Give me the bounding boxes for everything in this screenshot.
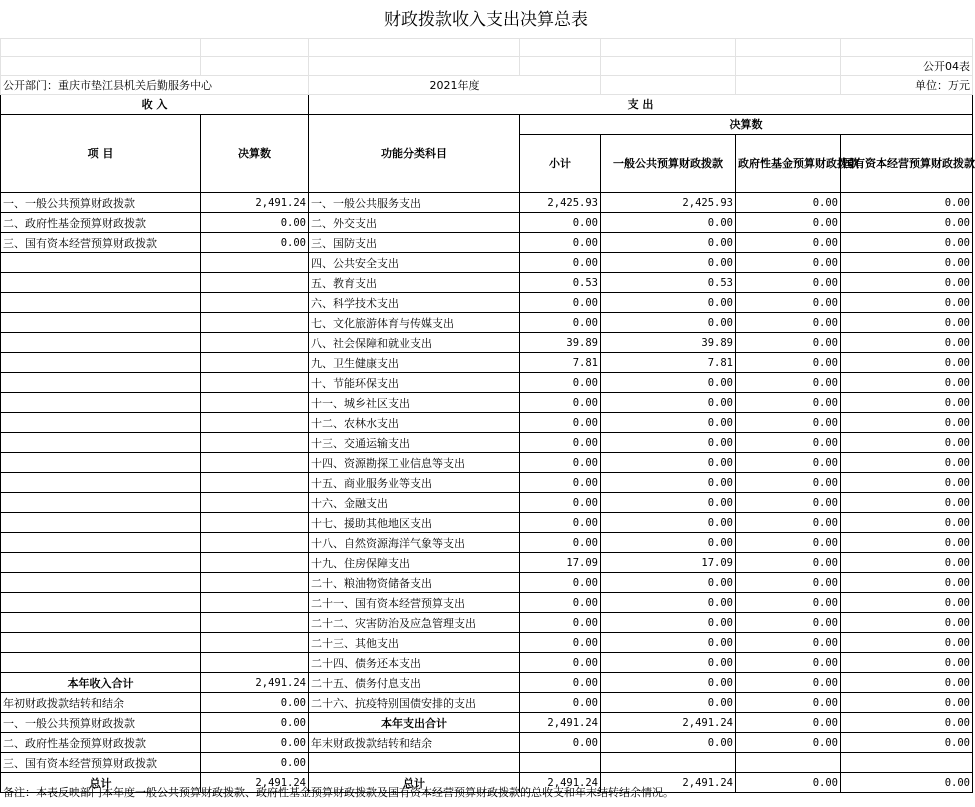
spacer-row [1,39,973,57]
income-amount-cell: 0.00 [201,753,309,773]
gov-fund-cell: 0.00 [736,293,841,313]
general-budget-cell: 0.00 [601,313,736,333]
income-amount-cell [201,313,309,333]
general-budget-cell: 0.00 [601,533,736,553]
table-row [1,193,973,213]
table-row [1,313,973,333]
income-item-cell [1,393,201,413]
table-row [1,353,973,373]
table-row [1,553,973,573]
table-row [1,373,973,393]
state-capital-cell: 0.00 [841,493,973,513]
general-budget-cell: 0.00 [601,433,736,453]
state-capital-cell: 0.00 [841,413,973,433]
expense-item-cell: 十一、城乡社区支出 [309,393,520,413]
income-amount-cell [201,553,309,573]
table-row [1,273,973,293]
state-capital-cell: 0.00 [841,393,973,413]
table-row [1,533,973,553]
table-row [1,733,973,753]
income-item-cell [1,453,201,473]
expense-item-cell: 二十一、国有资本经营预算支出 [309,593,520,613]
general-budget-cell: 0.53 [601,273,736,293]
income-item-cell [1,533,201,553]
form-number: 公开04表 [841,57,973,76]
general-budget-cell: 0.00 [601,693,736,713]
table-row [1,213,973,233]
expense-item-cell: 二十六、抗疫特别国债安排的支出 [309,693,520,713]
gov-fund-cell: 0.00 [736,213,841,233]
subtotal-cell: 0.00 [520,473,601,493]
expense-item-cell: 一、一般公共服务支出 [309,193,520,213]
gov-fund-cell: 0.00 [736,593,841,613]
income-amount-cell [201,353,309,373]
gov-fund-cell: 0.00 [736,333,841,353]
gov-fund-cell: 0.00 [736,673,841,693]
table-row [1,713,973,733]
table-row [1,513,973,533]
state-capital-cell: 0.00 [841,733,973,753]
general-budget-cell: 2,491.24 [601,773,736,793]
expense-header: 支 出 [309,95,973,115]
gov-fund-cell: 0.00 [736,233,841,253]
expense-item-cell: 十四、资源勘探工业信息等支出 [309,453,520,473]
table-row [1,493,973,513]
state-capital-cell: 0.00 [841,693,973,713]
gov-fund-cell: 0.00 [736,473,841,493]
footnote: 备注：本表反映部门本年度一般公共预算财政拨款、政府性基金预算财政拨款及国有资本经营预算财政拨款的总收支和年末结转结余情况。 [3,786,674,799]
income-item-cell: 本年收入合计 [1,673,201,693]
income-item-cell: 总计 [1,773,201,793]
general-budget-cell: 0.00 [601,733,736,753]
gov-fund-cell: 0.00 [736,693,841,713]
gov-fund-cell: 0.00 [736,733,841,753]
state-capital-cell: 0.00 [841,713,973,733]
subtotal-cell: 0.00 [520,213,601,233]
income-item-cell [1,653,201,673]
income-item-cell: 二、政府性基金预算财政拨款 [1,213,201,233]
gov-fund-cell: 0.00 [736,493,841,513]
general-budget-cell: 39.89 [601,333,736,353]
income-item-cell: 一、一般公共预算财政拨款 [1,713,201,733]
subtotal-cell [520,753,601,773]
expense-item-cell: 四、公共安全支出 [309,253,520,273]
income-amount-cell [201,633,309,653]
amount-header: 决算数 [201,115,309,193]
income-item-cell: 一、一般公共预算财政拨款 [1,193,201,213]
general-budget-cell: 0.00 [601,213,736,233]
table-row [1,673,973,693]
table-row [1,753,973,773]
subtotal-cell: 39.89 [520,333,601,353]
income-item-cell [1,373,201,393]
subtotal-cell: 0.00 [520,653,601,673]
expense-item-cell: 二十、粮油物资储备支出 [309,573,520,593]
table-row [1,293,973,313]
general-budget-cell: 0.00 [601,573,736,593]
income-amount-cell: 2,491.24 [201,673,309,693]
income-amount-cell [201,613,309,633]
income-amount-cell [201,433,309,453]
general-budget-cell: 0.00 [601,293,736,313]
subtotal-cell: 2,425.93 [520,193,601,213]
expense-item-cell: 六、科学技术支出 [309,293,520,313]
subtotal-cell: 0.00 [520,433,601,453]
table-row [1,653,973,673]
state-capital-cell: 0.00 [841,473,973,493]
income-amount-cell [201,473,309,493]
gov-fund-cell: 0.00 [736,253,841,273]
function-category-header: 功能分类科目 [309,115,520,193]
state-capital-cell: 0.00 [841,533,973,553]
expense-item-cell: 二十二、灾害防治及应急管理支出 [309,613,520,633]
header-row-2 [1,115,973,135]
table-row [1,693,973,713]
state-capital-cell: 0.00 [841,353,973,373]
expense-item-cell: 年末财政拨款结转和结余 [309,733,520,753]
gov-fund-cell: 0.00 [736,433,841,453]
income-amount-cell [201,453,309,473]
state-capital-cell: 0.00 [841,373,973,393]
general-budget-cell: 2,425.93 [601,193,736,213]
state-capital-cell: 0.00 [841,453,973,473]
general-budget-cell: 0.00 [601,633,736,653]
subtotal-cell: 0.00 [520,233,601,253]
income-amount-cell [201,393,309,413]
general-budget-cell: 0.00 [601,453,736,473]
expense-item-cell: 二、外交支出 [309,213,520,233]
income-item-cell: 年初财政拨款结转和结余 [1,693,201,713]
subtotal-cell: 0.00 [520,393,601,413]
state-capital-cell: 0.00 [841,553,973,573]
income-item-cell [1,633,201,653]
state-capital-cell: 0.00 [841,313,973,333]
income-item-cell [1,253,201,273]
gov-fund-cell: 0.00 [736,573,841,593]
item-header: 项 目 [1,115,201,193]
income-header: 收 入 [1,95,309,115]
expense-item-cell: 九、卫生健康支出 [309,353,520,373]
gov-fund-cell: 0.00 [736,273,841,293]
subtotal-cell: 0.00 [520,733,601,753]
income-item-cell [1,553,201,573]
gov-fund-cell: 0.00 [736,713,841,733]
subtotal-cell: 0.00 [520,593,601,613]
income-item-cell [1,473,201,493]
general-budget-cell: 0.00 [601,473,736,493]
income-item-cell [1,313,201,333]
table-row [1,573,973,593]
gov-fund-cell: 0.00 [736,533,841,553]
general-budget-cell: 0.00 [601,413,736,433]
state-capital-cell: 0.00 [841,293,973,313]
table-row [1,253,973,273]
report-title: 财政拨款收入支出决算总表 [384,10,588,30]
gov-fund-cell: 0.00 [736,373,841,393]
general-budget-cell: 0.00 [601,393,736,413]
table-row [1,453,973,473]
income-item-cell [1,513,201,533]
income-item-cell [1,573,201,593]
income-amount-cell [201,593,309,613]
income-item-cell: 三、国有资本经营预算财政拨款 [1,753,201,773]
final-amount-header: 决算数 [520,115,973,135]
subtotal-cell: 7.81 [520,353,601,373]
subtotal-cell: 2,491.24 [520,713,601,733]
general-budget-cell: 0.00 [601,613,736,633]
general-budget-cell: 0.00 [601,593,736,613]
gov-fund-header: 政府性基金预算财政拨款 [736,135,841,193]
expense-item-cell: 十七、援助其他地区支出 [309,513,520,533]
gov-fund-cell: 0.00 [736,553,841,573]
state-capital-cell: 0.00 [841,593,973,613]
income-item-cell [1,273,201,293]
table-row [1,613,973,633]
form-number-row [1,57,973,76]
expense-item-cell: 十八、自然资源海洋气象等支出 [309,533,520,553]
subtotal-cell: 0.00 [520,493,601,513]
income-item-cell [1,493,201,513]
expense-item-cell: 十九、住房保障支出 [309,553,520,573]
general-budget-cell [601,753,736,773]
income-amount-cell [201,293,309,313]
subtotal-header: 小计 [520,135,601,193]
subtotal-cell: 0.00 [520,413,601,433]
subtotal-cell: 0.00 [520,633,601,653]
state-capital-cell: 0.00 [841,433,973,453]
expense-item-cell: 十、节能环保支出 [309,373,520,393]
state-capital-cell: 0.00 [841,653,973,673]
income-amount-cell [201,513,309,533]
general-budget-cell: 0.00 [601,253,736,273]
income-item-cell [1,353,201,373]
state-capital-cell: 0.00 [841,333,973,353]
table-row [1,233,973,253]
income-amount-cell: 0.00 [201,213,309,233]
header-row-1 [1,95,973,115]
income-amount-cell: 2,491.24 [201,193,309,213]
state-capital-cell: 0.00 [841,233,973,253]
expense-item-cell: 二十五、债务付息支出 [309,673,520,693]
unit-label: 单位：万元 [841,76,973,95]
table-row [1,633,973,653]
income-item-cell [1,293,201,313]
general-budget-cell: 0.00 [601,233,736,253]
subtotal-cell: 0.00 [520,313,601,333]
year-label: 2021年度 [309,76,601,95]
subtotal-cell: 0.53 [520,273,601,293]
expense-item-cell: 本年支出合计 [309,713,520,733]
gov-fund-cell: 0.00 [736,453,841,473]
income-item-cell [1,413,201,433]
general-budget-cell: 0.00 [601,493,736,513]
income-amount-cell: 2,491.24 [201,773,309,793]
table-row [1,433,973,453]
income-amount-cell [201,573,309,593]
income-amount-cell: 0.00 [201,713,309,733]
gov-fund-cell: 0.00 [736,513,841,533]
income-amount-cell [201,373,309,393]
subtotal-cell: 0.00 [520,673,601,693]
subtotal-cell: 2,491.24 [520,773,601,793]
income-item-cell: 三、国有资本经营预算财政拨款 [1,233,201,253]
gov-fund-cell: 0.00 [736,313,841,333]
gov-fund-cell: 0.00 [736,613,841,633]
income-amount-cell: 0.00 [201,733,309,753]
expense-item-cell: 二十三、其他支出 [309,633,520,653]
subtotal-cell: 17.09 [520,553,601,573]
table-row [1,593,973,613]
income-amount-cell [201,653,309,673]
income-item-cell [1,593,201,613]
general-budget-cell: 0.00 [601,653,736,673]
general-budget-cell: 7.81 [601,353,736,373]
expense-item-cell: 十五、商业服务业等支出 [309,473,520,493]
gov-fund-cell: 0.00 [736,353,841,373]
gov-fund-cell: 0.00 [736,413,841,433]
report-table [0,38,973,793]
general-budget-cell: 0.00 [601,513,736,533]
expense-item-cell: 五、教育支出 [309,273,520,293]
state-capital-cell: 0.00 [841,193,973,213]
table-row [1,393,973,413]
general-budget-cell: 0.00 [601,673,736,693]
state-capital-cell [841,753,973,773]
department-label: 公开部门：重庆市垫江县机关后勤服务中心 [1,76,309,95]
income-amount-cell: 0.00 [201,233,309,253]
subtotal-cell: 0.00 [520,533,601,553]
subtotal-cell: 0.00 [520,293,601,313]
expense-item-cell: 十六、金融支出 [309,493,520,513]
subtotal-cell: 0.00 [520,613,601,633]
expense-item-cell: 八、社会保障和就业支出 [309,333,520,353]
income-amount-cell [201,253,309,273]
gov-fund-cell: 0.00 [736,633,841,653]
expense-item-cell: 总计 [309,773,520,793]
table-row [1,473,973,493]
income-amount-cell [201,533,309,553]
income-amount-cell [201,273,309,293]
state-capital-cell: 0.00 [841,613,973,633]
gov-fund-cell: 0.00 [736,773,841,793]
state-capital-cell: 0.00 [841,573,973,593]
state-capital-cell: 0.00 [841,773,973,793]
state-capital-cell: 0.00 [841,673,973,693]
table-row [1,413,973,433]
state-capital-header: 国有资本经营预算财政拨款 [841,135,973,193]
expense-item-cell [309,753,520,773]
subtotal-cell: 0.00 [520,513,601,533]
gov-fund-cell: 0.00 [736,653,841,673]
subtotal-cell: 0.00 [520,373,601,393]
expense-item-cell: 十三、交通运输支出 [309,433,520,453]
gov-fund-cell [736,753,841,773]
subtotal-cell: 0.00 [520,573,601,593]
general-budget-cell: 2,491.24 [601,713,736,733]
state-capital-cell: 0.00 [841,253,973,273]
expense-item-cell: 二十四、债务还本支出 [309,653,520,673]
general-budget-header: 一般公共预算财政拨款 [601,135,736,193]
state-capital-cell: 0.00 [841,513,973,533]
expense-item-cell: 七、文化旅游体育与传媒支出 [309,313,520,333]
gov-fund-cell: 0.00 [736,193,841,213]
subtotal-cell: 0.00 [520,253,601,273]
income-item-cell [1,433,201,453]
subtotal-cell: 0.00 [520,693,601,713]
income-amount-cell [201,493,309,513]
income-item-cell [1,613,201,633]
gov-fund-cell: 0.00 [736,393,841,413]
table-row [1,333,973,353]
income-item-cell: 二、政府性基金预算财政拨款 [1,733,201,753]
income-item-cell [1,333,201,353]
state-capital-cell: 0.00 [841,273,973,293]
state-capital-cell: 0.00 [841,213,973,233]
meta-row [1,76,973,95]
income-amount-cell [201,413,309,433]
expense-item-cell: 十二、农林水支出 [309,413,520,433]
income-amount-cell [201,333,309,353]
expense-item-cell: 三、国防支出 [309,233,520,253]
general-budget-cell: 0.00 [601,373,736,393]
subtotal-cell: 0.00 [520,453,601,473]
income-amount-cell: 0.00 [201,693,309,713]
state-capital-cell: 0.00 [841,633,973,653]
general-budget-cell: 17.09 [601,553,736,573]
